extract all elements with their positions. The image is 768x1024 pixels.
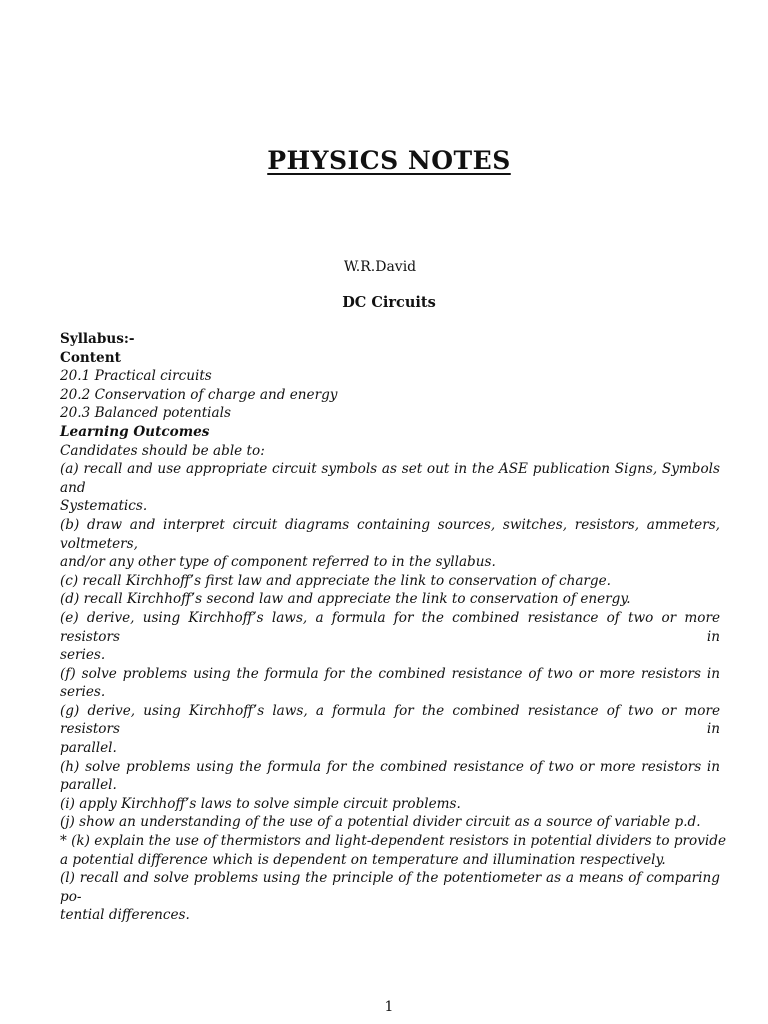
outcome-line: series. [60,647,106,664]
outcome-line: (d) recall Kirchhoff’s second law and appreciate the link to conservation of energy. [60,591,631,608]
outcome-line: (f) solve problems using the formula for the combined resistance of two or more resistors in series. [60,665,720,701]
outcome-line: (b) draw and interpret circuit diagrams containing sources, switches, resistors, ammeters, voltmeters, [60,516,720,552]
outcomes-heading: Learning Outcomes [60,423,210,440]
document-subject: DC Circuits [342,294,436,311]
document-author: W.R.David [343,259,417,275]
outcome-line: a potential difference which is dependent on temperature and illumination respectively. [60,851,666,868]
outcome-line: (h) solve problems using the formula for the combined resistance of two or more resistors in parallel. [60,758,720,794]
outcomes-intro: Candidates should be able to: [60,442,265,459]
outcome-line: (l) recall and solve problems using the principle of the potentiometer as a means of comparing po- [60,870,720,905]
page-number: 1 [384,999,394,1015]
content-item: 20.2 Conservation of charge and energy [60,386,338,403]
content-heading: Content [60,349,121,366]
outcome-line: tential differences. [60,907,190,924]
outcome-line: parallel. [60,740,117,757]
syllabus-heading: Syllabus:- [60,331,135,347]
outcome-line: (g) derive, using Kirchhoff’s laws, a formula for the combined resistance of two or more resistors in [60,702,720,738]
document-title [0,146,768,175]
document-title-text: PHYSICS NOTES [267,146,511,175]
content-item: 20.3 Balanced potentials [60,405,231,422]
content-item: 20.1 Practical circuits [60,368,212,385]
outcome-line: (e) derive, using Kirchhoff’s laws, a formula for the combined resistance of two or more resistors in [60,609,720,645]
outcome-line: (j) show an understanding of the use of a potential divider circuit as a source of variable p.d. [60,814,701,831]
outcome-line: * (k) explain the use of thermistors and light-dependent resistors in potential dividers to provide [60,833,727,850]
outcome-line: Systematics. [60,498,148,515]
syllabus-section [60,330,727,925]
outcome-line: (i) apply Kirchhoff’s laws to solve simple circuit problems. [60,795,461,812]
outcome-line: and/or any other type of component referred to in the syllabus. [60,554,496,571]
outcome-line: (c) recall Kirchhoff’s first law and appreciate the link to conservation of charge. [60,572,611,589]
outcome-line: (a) recall and use appropriate circuit symbols as set out in the ASE publication Signs, Symbols and [60,461,720,496]
